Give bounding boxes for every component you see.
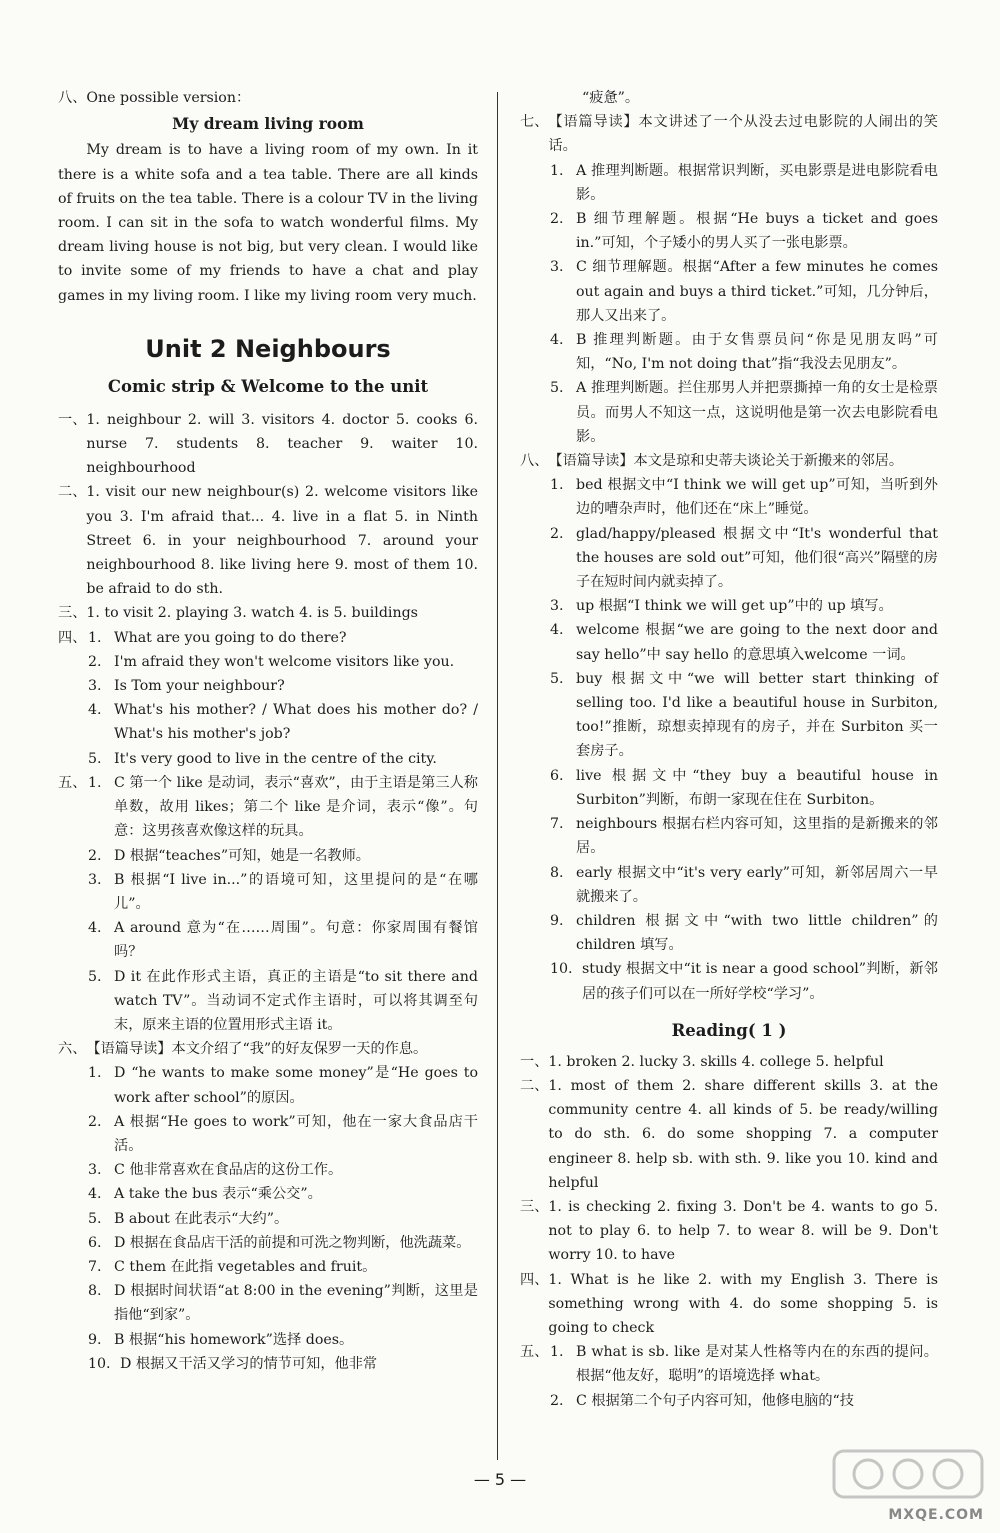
essay-body: My dream is to have a living room of my own. In it there is a white sofa and a tea table. There are all kinds of fruits on the tea table. There is a colour TV in the living room. I can sit in the sofa to watch wonderful films. My dream living house is not big, but very clean. I would like to invite some of my friends to have a chat and play games in my living room. I like my living room very much. (58, 142, 478, 304)
item-number: 2. (88, 847, 102, 864)
answer-item (58, 1182, 478, 1206)
page-number: — 5 — (473, 1470, 527, 1489)
item-text: C 第一个 like 是动词，表示“喜欢”，由于主语是第三人称单数，故用 likes；第二个 like 是介词，表示“像”。句意：这男孩喜欢像这样的玩具。 (114, 774, 478, 840)
item-text: A around 意为“在……周围”。句意：你家周围有餐馆吗？ (114, 920, 478, 961)
answer-section-6 (58, 1037, 478, 1376)
item-number: 6. (88, 1234, 102, 1251)
item-text: A 推理判断题。拦住那男人并把票撕掉一角的女士是检票员。而男人不知这一点，这说明他是第一次去电影院看电影。 (576, 380, 938, 445)
item-number: 1. (88, 1065, 102, 1082)
item-text: children 根据文中“with two little children”的 children 填写。 (576, 912, 938, 954)
answer-item (58, 1255, 478, 1279)
answer-item (520, 909, 938, 957)
item-text: D it 在此作形式主语，真正的主语是“to sit there and watch TV”。当动词不定式作主语时，可以将其调至句末，原来主语的位置用形式主语 it。 (114, 968, 478, 1033)
item-number: 1. (550, 1344, 564, 1361)
item-number: 1. (550, 477, 564, 494)
watermark-text: MXQE.COM (888, 1507, 984, 1523)
item-text: C 根据第二个句子内容可知，他修电脑的“技 (576, 1392, 854, 1409)
answer-section-5 (58, 771, 478, 1037)
item-text: early 根据文中“it's very early”可知，新邻居周六一早就搬来了。 (576, 864, 938, 905)
item-number: 5. (88, 968, 102, 985)
item-number: 1. (88, 774, 102, 791)
item-number: 4. (88, 1186, 102, 1203)
answer-item (58, 747, 478, 771)
answer-item (520, 159, 938, 207)
reading-title: Reading( 1 ) (671, 1020, 787, 1040)
item-text: I'm afraid they won't welcome visitors like you. (114, 653, 455, 670)
item-text: D “he wants to make some money”是“He goes to work after school”的原因。 (114, 1065, 478, 1106)
answer-section-4 (58, 626, 478, 771)
answer-list (58, 626, 478, 771)
item-number: 5. (550, 380, 564, 397)
item-number: 10. (88, 1355, 111, 1372)
answer-item (58, 674, 478, 698)
essay-label: 八、One possible version： (58, 90, 251, 106)
item-number: 5. (88, 1210, 102, 1227)
item-number: 3. (88, 1162, 102, 1179)
answer-item (58, 1158, 478, 1182)
passage-guide: 【语篇导读】本文讲述了一个从没去过电影院的人闹出的笑话。 (548, 114, 938, 155)
section-text: 1. to visit 2. playing 3. watch 4. is 5. buildings (86, 605, 418, 622)
answer-item (520, 594, 938, 618)
section-text: 1. broken 2. lucky 3. skills 4. college 5. helpful (548, 1053, 884, 1070)
item-number: 6. (550, 767, 564, 784)
item-number: 10. (550, 961, 573, 978)
item-text: What's his mother? / What does his mother do? / What's his mother's job? (114, 702, 478, 743)
answer-section-7 (520, 110, 938, 449)
answer-item (58, 626, 478, 650)
item-text: C them 在此指 vegetables and fruit。 (114, 1258, 377, 1275)
answer-item (520, 255, 938, 328)
passage-guide: 【语篇导读】本文是琼和史蒂夫谈论关于新搬来的邻居。 (548, 453, 904, 470)
section-label: 一、 (520, 1053, 549, 1070)
item-text: B 根据“I live in...”的语境可知，这里提问的是“在哪儿”。 (114, 871, 478, 912)
answer-item (58, 1110, 478, 1158)
item-number: 2. (550, 1392, 564, 1409)
answer-item (520, 473, 938, 521)
item-text: B 推理判断题。由于女售票员问“你是见朋友吗”可知，“No, I'm not doing that”指“我没去见朋友”。 (576, 332, 938, 373)
answer-item (520, 522, 938, 595)
section-label: 八、 (520, 453, 549, 470)
item-text: C 细节理解题。根据“After a few minutes he comes out again and buys a third ticket.”可知，几分钟后，那人又出来了。 (576, 259, 938, 324)
answer-item (520, 667, 938, 764)
section-label: 一、 (58, 411, 87, 428)
answer-list (58, 1061, 478, 1376)
item-text: bed 根据文中“I think we will get up”可知，当听到外边的嘈杂声时，他们还在“床上”睡觉。 (576, 477, 938, 518)
continued-text: “疲惫”。 (582, 90, 640, 106)
answer-item (58, 1328, 478, 1352)
section-text: 1. neighbour 2. will 3. visitors 4. doctor 5. cooks 6. nurse 7. students 8. teacher 9. waiter 10. neighbourhood (86, 411, 478, 477)
section-label: 三、 (58, 605, 87, 622)
item-text: B 根据“his homework”选择 does。 (114, 1331, 354, 1348)
item-text: Is Tom your neighbour? (114, 678, 285, 695)
reading-section-3 (520, 1195, 938, 1268)
item-number: 3. (88, 871, 102, 888)
item-text: buy 根据文中“we will better start thinking of selling too. I'd like a beautiful house in Surbiton, too!”推断，琼想卖掉现有的房子，并在 Surbiton 买一套房子。 (576, 670, 938, 760)
item-text: welcome 根据“we are going to the next door and say hello”中 say hello 的意思填入welcome 一词。 (576, 622, 938, 663)
item-number: 3. (550, 259, 564, 276)
item-text: D 根据“teaches”可知，她是一名教师。 (114, 847, 370, 864)
item-text: What are you going to do there? (114, 629, 347, 646)
item-text: study 根据文中“it is near a good school”判断，新邻居的孩子们可以在一所好学校“学习”。 (582, 961, 938, 1002)
item-number: 9. (550, 912, 564, 929)
item-number: 3. (88, 678, 102, 695)
item-number: 4. (88, 702, 102, 719)
answer-item (58, 916, 478, 964)
section-text: 1. is checking 2. fixing 3. Don't be 4. wants to go 5. not to play 6. to help 7. to wear 8. will be 9. Don't worry 10. to have (548, 1198, 938, 1264)
item-number: 4. (88, 920, 102, 937)
reading-section-5 (520, 1340, 938, 1413)
answer-list (520, 159, 938, 449)
answer-section-2 (58, 480, 478, 601)
passage-guide: 【语篇导读】本文介绍了“我”的好友保罗一天的作息。 (86, 1041, 428, 1058)
column-divider (497, 92, 498, 1460)
item-number: 2. (88, 1113, 102, 1130)
item-number: 9. (88, 1331, 102, 1348)
item-number: 4. (550, 622, 564, 639)
reading-section-2 (520, 1074, 938, 1195)
answer-list (520, 1340, 938, 1413)
section-text: 1. What is he like 2. with my English 3. There is something wrong with 4. do some shopping 5. is going to check (548, 1271, 938, 1336)
answer-item (520, 812, 938, 860)
section-text: 1. most of them 2. share different skills 3. at the community centre 4. all kinds of 5. be ready/willing to do sth. 6. do some shopping 7. a computer engineer 8. help sb. with sth. 9. like you 10. kind and helpful (548, 1077, 938, 1191)
section-label: 五、 (58, 774, 87, 791)
item-number: 5. (550, 670, 564, 687)
answer-list (58, 771, 478, 1037)
answer-section-3 (58, 601, 478, 625)
item-text: neighbours 根据右栏内容可知，这里指的是新搬来的邻居。 (576, 816, 938, 857)
left-column (58, 86, 478, 1376)
answer-item (520, 1340, 938, 1388)
answer-item (58, 698, 478, 746)
item-text: B what is sb. like 是对某人性格等内在的东西的提问。根据“他友好，聪明”的语境选择 what。 (576, 1344, 938, 1385)
item-number: 7. (88, 1258, 102, 1275)
answer-section-8 (520, 449, 938, 1006)
answer-item (58, 771, 478, 844)
section-label: 三、 (520, 1198, 549, 1215)
item-text: D 根据在食品店干活的前提和可洗之物判断，他洗蔬菜。 (114, 1234, 471, 1251)
item-text: B 细节理解题。根据“He buys a ticket and goes in.”可知，个子矮小的男人买了一张电影票。 (576, 211, 938, 252)
item-text: A take the bus 表示“乘公交”。 (114, 1186, 322, 1203)
item-number: 3. (550, 598, 564, 615)
section-label: 四、 (520, 1271, 549, 1288)
answer-item (520, 618, 938, 666)
answer-item (520, 957, 938, 1005)
item-text: D 根据又干活又学习的情节可知，他非常 (120, 1355, 378, 1372)
section-title: Comic strip & Welcome to the unit (107, 376, 429, 396)
answer-item (520, 764, 938, 812)
item-number: 4. (550, 332, 564, 349)
item-text: D 根据时间状语“at 8:00 in the evening”判断，这里是指他“到家”。 (114, 1283, 478, 1324)
answer-item (58, 1352, 478, 1376)
item-number: 1. (88, 629, 102, 646)
item-text: C 他非常喜欢在食品店的这份工作。 (114, 1162, 343, 1179)
item-text: B about 在此表示“大约”。 (114, 1210, 289, 1227)
section-label: 七、 (520, 114, 549, 131)
section-label: 五、 (520, 1344, 549, 1361)
reading-section-4 (520, 1268, 938, 1341)
reading-section-1 (520, 1050, 938, 1074)
item-number: 2. (88, 653, 102, 670)
essay-title: My dream living room (172, 114, 364, 134)
answer-item (58, 1279, 478, 1327)
answer-item (58, 1231, 478, 1255)
answer-item (520, 328, 938, 376)
item-text: A 推理判断题。根据常识判断，买电影票是进电影院看电影。 (576, 162, 938, 203)
item-number: 8. (88, 1283, 102, 1300)
section-label: 六、 (58, 1041, 87, 1058)
answer-item (58, 844, 478, 868)
answer-item (58, 650, 478, 674)
item-text: up 根据“I think we will get up”中的 up 填写。 (576, 598, 893, 615)
answer-list (520, 473, 938, 1005)
item-number: 2. (550, 211, 564, 228)
answer-item (58, 965, 478, 1038)
answer-item (520, 1389, 938, 1413)
answer-item (520, 861, 938, 909)
section-label: 二、 (520, 1077, 549, 1094)
answer-item (58, 1207, 478, 1231)
item-text: It's very good to live in the centre of the city. (114, 750, 437, 767)
answer-item (58, 868, 478, 916)
item-text: A 根据“He goes to work”可知，他在一家大食品店干活。 (114, 1113, 478, 1154)
section-label: 二、 (58, 484, 87, 501)
item-number: 5. (88, 750, 102, 767)
answer-item (520, 207, 938, 255)
item-number: 1. (550, 162, 564, 179)
answer-item (520, 376, 938, 449)
unit-title: Unit 2 Neighbours (145, 334, 391, 363)
answer-section-1 (58, 408, 478, 481)
right-column (520, 86, 938, 1413)
answer-item (58, 1061, 478, 1109)
item-number: 2. (550, 525, 564, 542)
item-number: 8. (550, 864, 564, 881)
item-text: live 根据文中“they buy a beautiful house in Surbiton”判断，布朗一家现在住在 Surbiton。 (576, 767, 938, 808)
section-label: 四、 (58, 629, 87, 646)
item-number: 7. (550, 816, 564, 833)
section-text: 1. visit our new neighbour(s) 2. welcome visitors like you 3. I'm afraid that... 4. live in a flat 5. in Ninth Street 6. in your neighbourhood 7. around your neighbourhood 8. like living here 9. most of them 10. be afraid to do sth. (86, 484, 478, 598)
item-text: glad/happy/pleased 根据文中“It's wonderful that the houses are sold out”可知，他们很“高兴”隔壁的房子在短时间内就卖掉了。 (576, 525, 938, 591)
